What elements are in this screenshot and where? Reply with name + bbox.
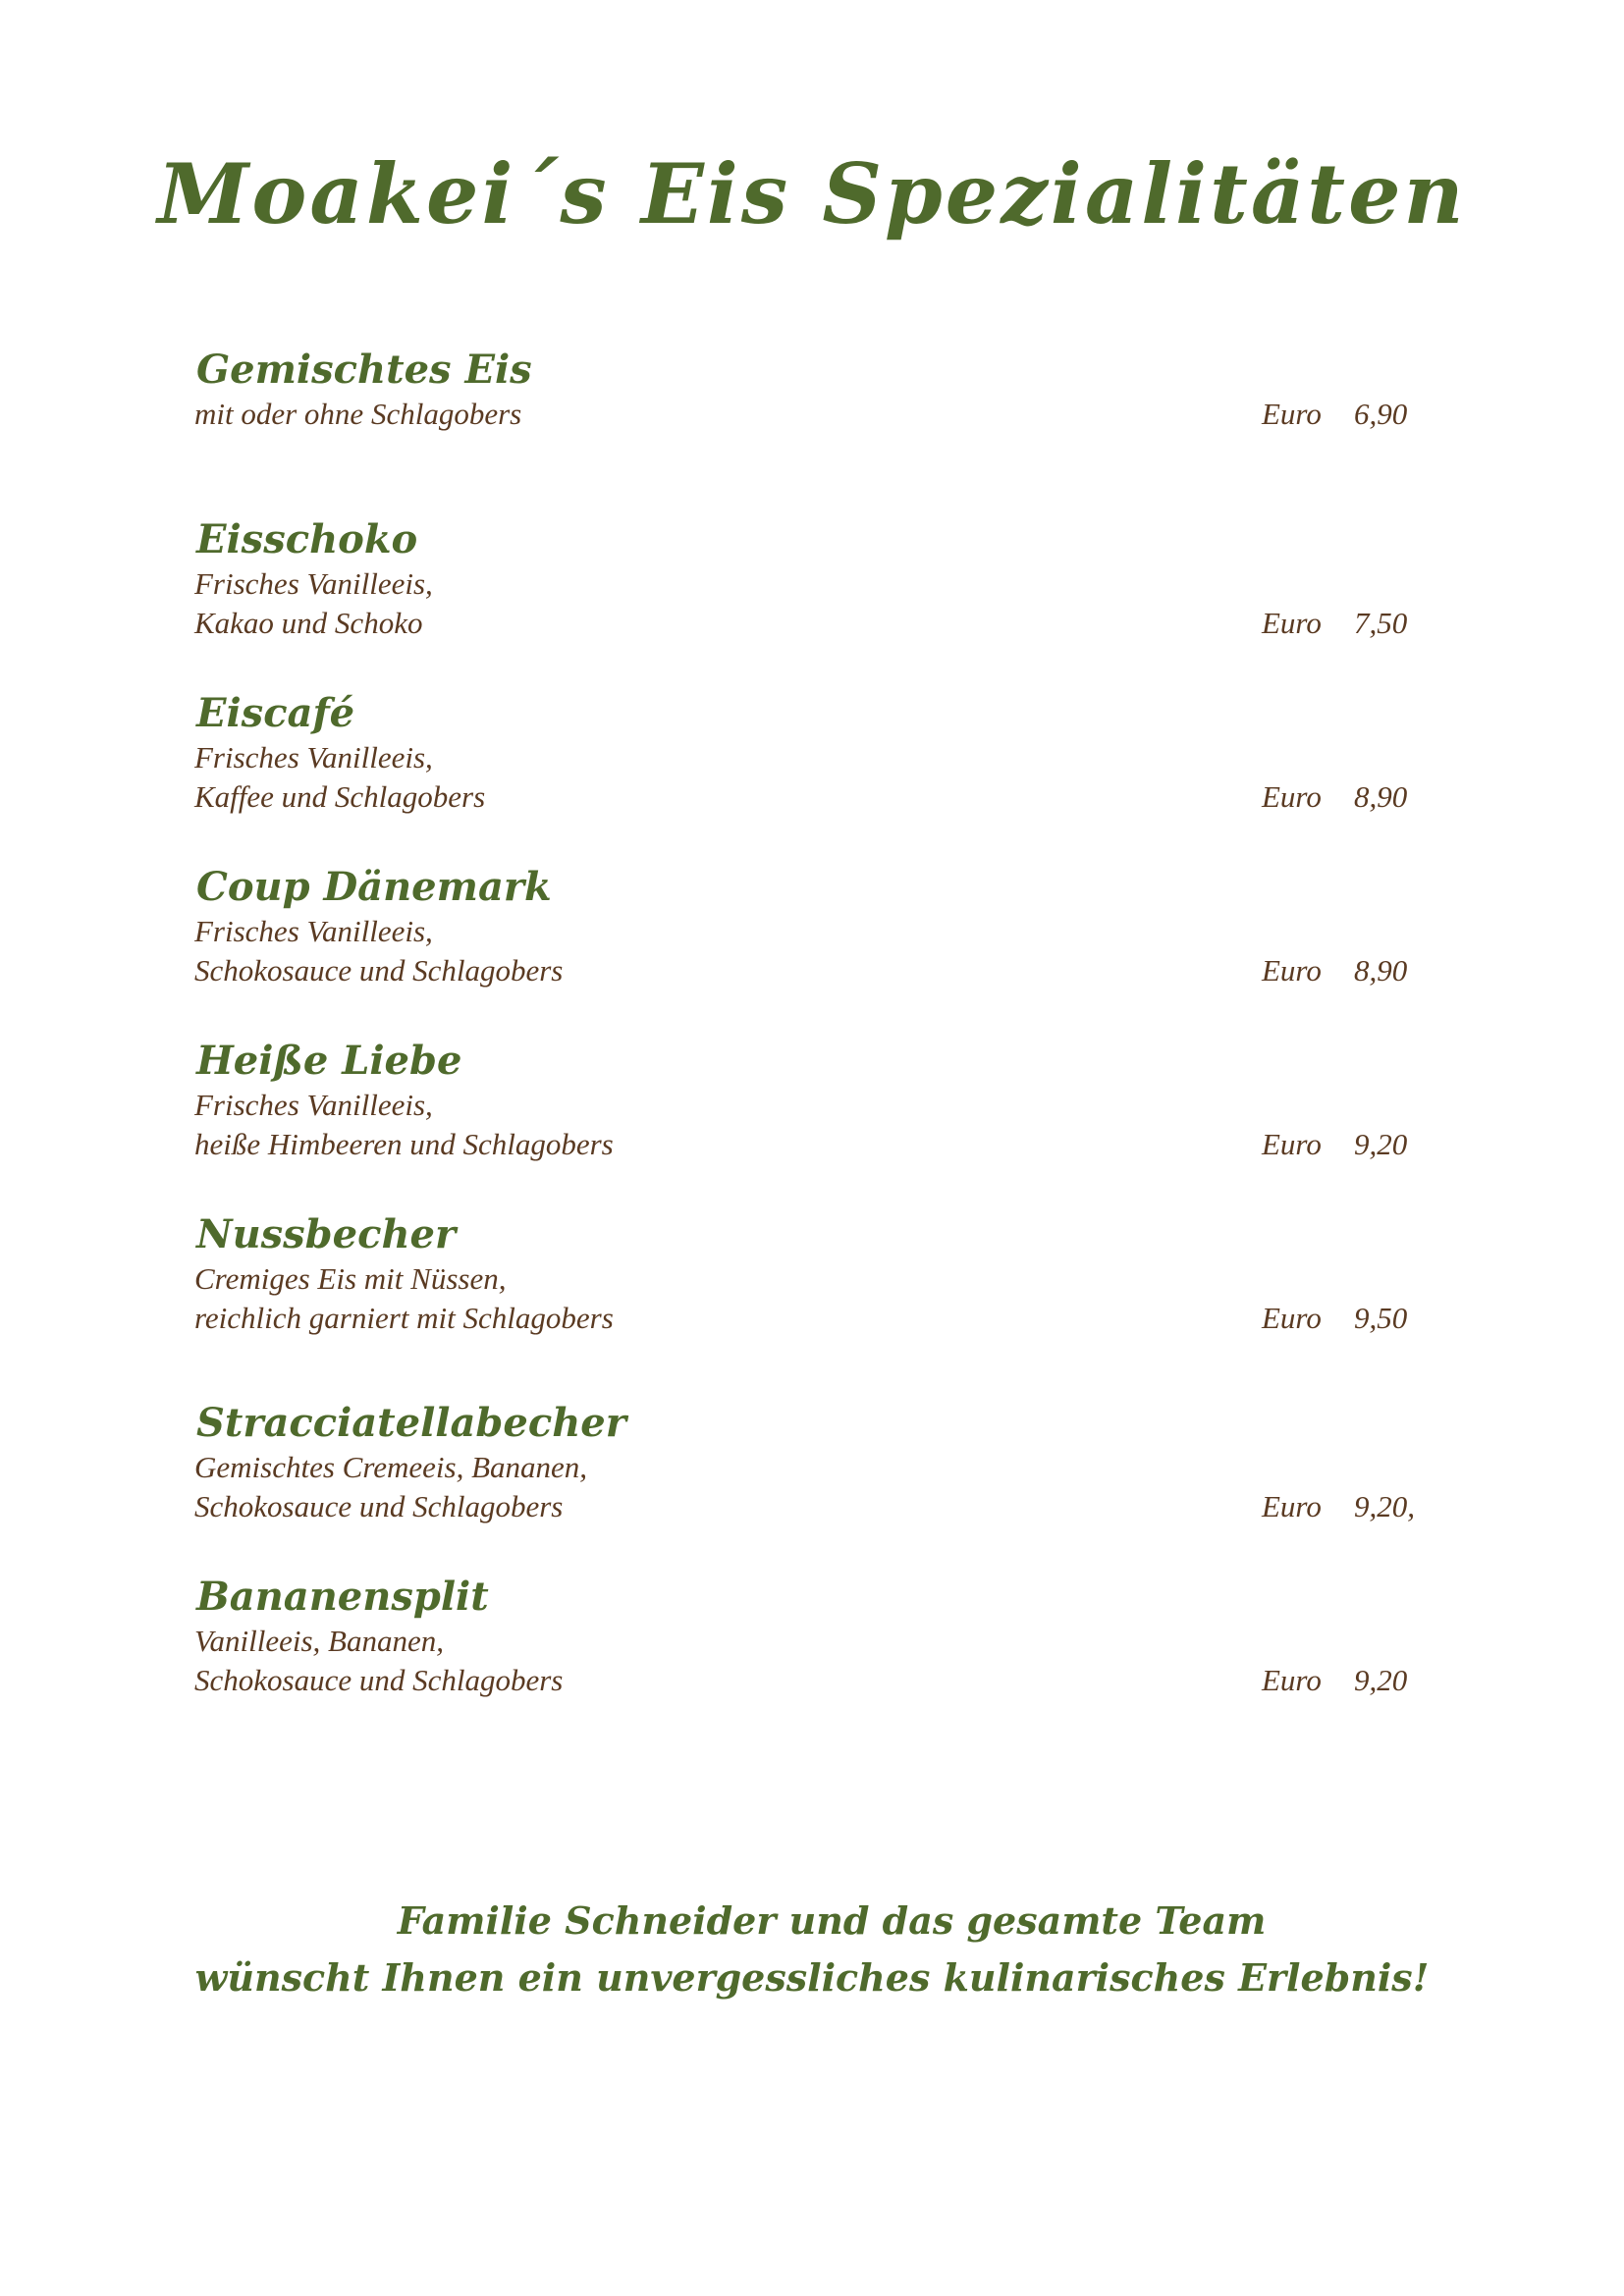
menu-item-description [194, 1661, 1432, 1700]
price-currency: Euro [1262, 1127, 1322, 1161]
menu-item-name: Nussbecher [196, 1211, 457, 1257]
menu-item-description-text: Frisches Vanilleeis, [194, 914, 433, 948]
menu-item-description [194, 395, 1432, 434]
price-amount: 8,90 [1354, 953, 1408, 988]
menu-item-description [194, 777, 1432, 817]
menu-item-description [194, 1448, 1432, 1487]
price-currency: Euro [1262, 1489, 1322, 1523]
footer-message [0, 1893, 1624, 2006]
menu-item-price [1262, 951, 1408, 990]
menu-item-description-text: mit oder ohne Schlagobers [194, 397, 522, 431]
menu-item-description-text: Frisches Vanilleeis, [194, 566, 433, 601]
price-amount: 6,90 [1354, 397, 1408, 431]
menu-item-description-text: Kakao und Schoko [194, 606, 423, 640]
menu-item-description [194, 951, 1432, 990]
menu-item-price [1262, 1299, 1408, 1338]
menu-item-name: Heiße Liebe [196, 1038, 462, 1084]
menu-item-description-text: heiße Himbeeren und Schlagobers [194, 1127, 614, 1161]
price-amount: 9,20, [1354, 1489, 1415, 1523]
price-currency: Euro [1262, 1301, 1322, 1335]
menu-item-price [1262, 777, 1408, 817]
menu-item-description [194, 1299, 1432, 1338]
menu-item-description-text: Frisches Vanilleeis, [194, 1088, 433, 1122]
menu-item-name: Coup Dänemark [196, 864, 552, 910]
price-currency: Euro [1262, 606, 1322, 640]
menu-item-description-text: Kaffee und Schlagobers [194, 779, 486, 814]
menu-item-description-text: Schokosauce und Schlagobers [194, 1489, 564, 1523]
menu-item-price [1262, 1661, 1408, 1700]
menu-item-description [194, 604, 1432, 643]
menu-item-description [194, 1259, 1432, 1299]
menu-item-description [194, 738, 1432, 777]
menu-item-price [1262, 604, 1408, 643]
menu-item-description [194, 1622, 1432, 1661]
menu-item [194, 1573, 1432, 1700]
price-currency: Euro [1262, 779, 1322, 814]
menu-item-description [194, 564, 1432, 604]
menu-item [194, 689, 1432, 817]
price-currency: Euro [1262, 953, 1322, 988]
price-amount: 9,50 [1354, 1301, 1408, 1335]
price-amount: 9,20 [1354, 1127, 1408, 1161]
menu-item-description [194, 1086, 1432, 1125]
menu-item-description [194, 1125, 1432, 1164]
page-title: Moakei´s Eis Spezialitäten [157, 145, 1467, 242]
menu-item-description-text: reichlich garniert mit Schlagobers [194, 1301, 614, 1335]
menu-item-price [1262, 1125, 1408, 1164]
footer-line-2: wünscht Ihnen ein unvergessliches kulinarisches Erlebnis! [194, 1955, 1430, 2000]
menu-item [194, 1037, 1432, 1164]
menu-item-name: Stracciatellabecher [196, 1400, 626, 1446]
menu-item-description [194, 1487, 1432, 1526]
menu-item-name: Eisschoko [196, 516, 418, 562]
menu-item-description-text: Vanilleeis, Bananen, [194, 1624, 444, 1658]
menu-item-description [194, 912, 1432, 951]
menu-item [194, 346, 1432, 434]
price-amount: 7,50 [1354, 606, 1408, 640]
menu-item-description-text: Frisches Vanilleeis, [194, 740, 433, 774]
menu-item-price [1262, 1487, 1415, 1526]
menu-item-description-text: Schokosauce und Schlagobers [194, 1663, 564, 1697]
price-currency: Euro [1262, 1663, 1322, 1697]
footer-line-1: Familie Schneider und das gesamte Team [397, 1898, 1267, 1943]
menu-item-name: Gemischtes Eis [196, 347, 532, 393]
menu-item-description-text: Gemischtes Cremeeis, Bananen, [194, 1450, 588, 1484]
menu-item [194, 1399, 1432, 1526]
menu-item [194, 1210, 1432, 1338]
price-currency: Euro [1262, 397, 1322, 431]
menu-item-description-text: Schokosauce und Schlagobers [194, 953, 564, 988]
menu-item-name: Eiscafé [196, 690, 355, 736]
menu-item-name: Bananensplit [196, 1574, 489, 1620]
menu-item-price [1262, 395, 1408, 434]
price-amount: 8,90 [1354, 779, 1408, 814]
price-amount: 9,20 [1354, 1663, 1408, 1697]
menu-item-description-text: Cremiges Eis mit Nüssen, [194, 1261, 507, 1296]
menu-item [194, 863, 1432, 990]
menu-item [194, 515, 1432, 643]
